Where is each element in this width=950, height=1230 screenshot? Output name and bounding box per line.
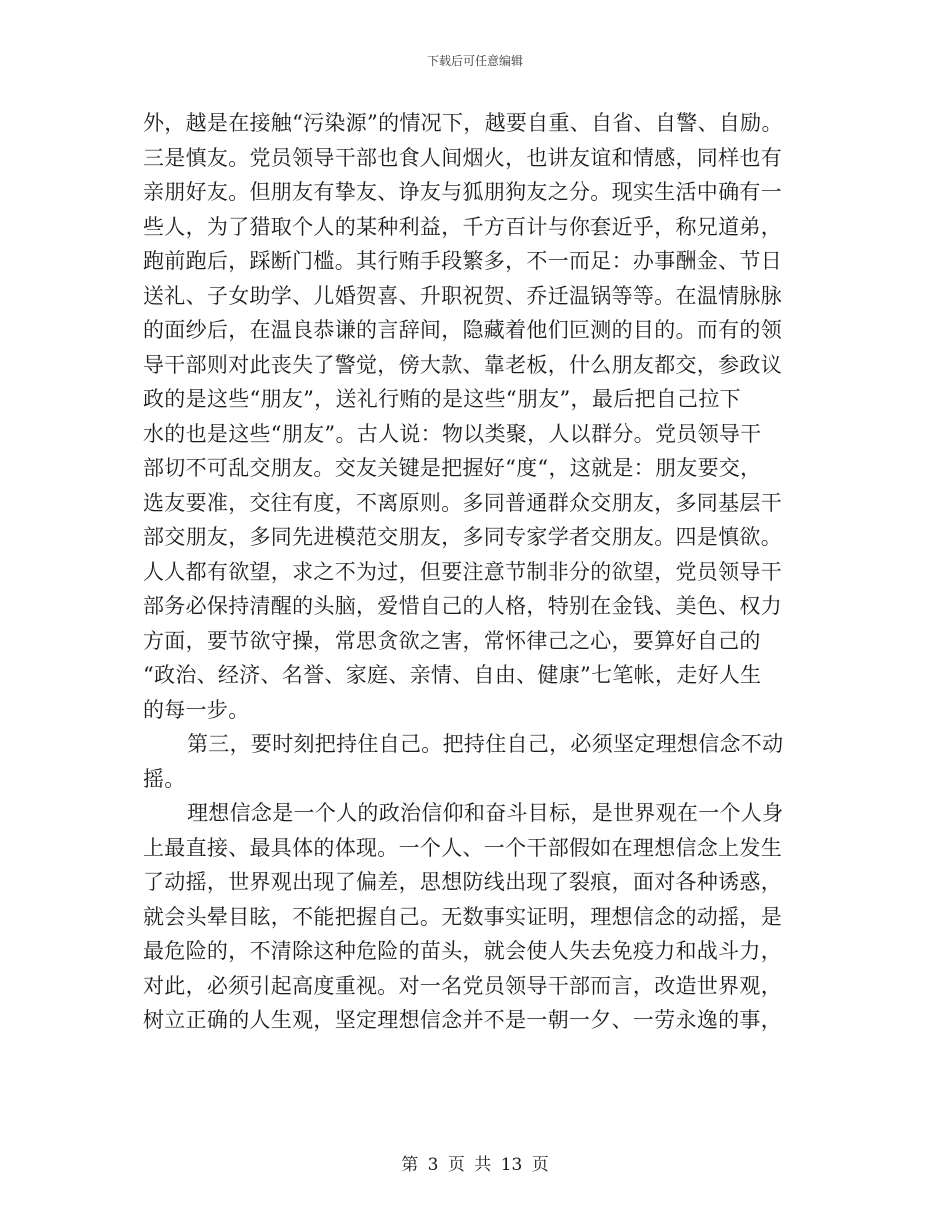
text-line: 摇。 [143, 766, 186, 791]
text-line: 的每一步。 [143, 697, 250, 722]
text-line: 水的也是这些“朋友”。古人说：物以类聚，人以群分。党员领导干 [143, 421, 762, 446]
text-line: 第三，要时刻把持住自己。把持住自己，必须坚定理想信念不动 [187, 732, 784, 756]
text-line: 最危险的，不清除这种危险的苗头，就会使人失去免疫力和战斗力， [143, 939, 782, 963]
text-line: 的面纱后，在温良恭谦的言辞间，隐藏着他们叵测的目的。而有的领 [143, 318, 782, 342]
text-line: “政治、经济、名誉、家庭、亲情、自由、健康”七笔帐，走好人生 [143, 663, 762, 687]
text-line: 对此，必须引起高度重视。对一名党员领导干部而言，改造世界观， [143, 973, 782, 998]
text-line: 方面，要节欲守操，常思贪欲之害，常怀律己之心，要算好自己的 [143, 628, 761, 653]
text-line: 选友要准，交往有度，不离原则。多同普通群众交朋友，多同基层干 [143, 490, 782, 515]
page-footer: 第 3 页 共 13 页 [401, 1155, 549, 1175]
text-line: 了动摇，世界观出现了偏差，思想防线出现了裂痕，面对各种诱惑， [143, 870, 782, 894]
page-header: 下载后可任意编辑 [426, 54, 523, 68]
text-line: 上最直接、最具体的体现。一个人、一个干部假如在理想信念上发生 [143, 835, 782, 860]
text-line: 部切不可乱交朋友。交友关键是把握好“度“，这就是：朋友要交， [143, 456, 762, 480]
text-line: 部交朋友，多同先进模范交朋友，多同专家学者交朋友。四是慎欲。 [143, 525, 782, 549]
text-line: 三是慎友。党员领导干部也食人间烟火，也讲友谊和情感，同样也有 [143, 145, 782, 170]
text-line: 些人，为了猎取个人的某种利益，千方百计与你套近乎，称兄道弟， [143, 214, 782, 239]
text-line: 就会头晕目眩，不能把握自己。无数事实证明，理想信念的动摇，是 [143, 904, 782, 929]
text-line: 送礼、子女助学、儿婚贺喜、升职祝贺、乔迁温锅等等。在温情脉脉 [143, 283, 782, 308]
text-line: 理想信念是一个人的政治信仰和奋斗目标，是世界观在一个人身 [187, 801, 784, 825]
text-line: 跑前跑后，踩断门槛。其行贿手段繁多，不一而足：办事酬金、节日 [143, 249, 782, 273]
text-line: 部务必保持清醒的头脑，爱惜自己的人格，特别在金钱、美色、权力 [143, 594, 782, 618]
text-line: 树立正确的人生观，坚定理想信念并不是一朝一夕、一劳永逸的事， [143, 1008, 782, 1032]
document-body [143, 106, 823, 1038]
text-line: 外，越是在接触“污染源”的情况下，越要自重、自省、自警、自励。 [143, 111, 783, 135]
text-line: 政的是这些“朋友”，送礼行贿的是这些“朋友”，最后把自己拉下 [143, 387, 741, 411]
text-line: 人人都有欲望，求之不为过，但要注意节制非分的欲望，党员领导干 [143, 559, 782, 584]
text-line: 亲朋好友。但朋友有挚友、诤友与狐朋狗友之分。现实生活中确有一 [143, 180, 782, 204]
text-line: 导干部则对此丧失了警觉，傍大款、靠老板，什么朋友都交，参政议 [143, 352, 782, 377]
